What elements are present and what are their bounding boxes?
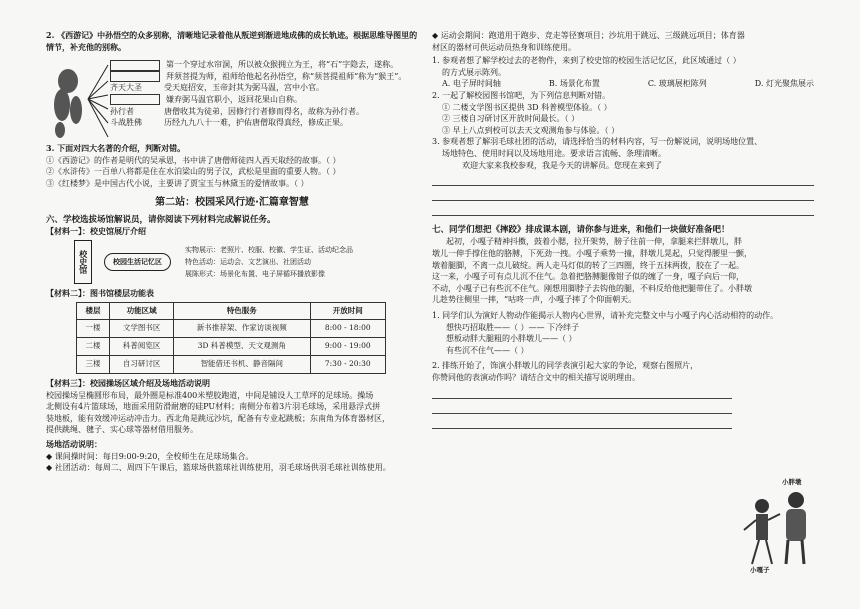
map-text: 第一个穿过水帘洞，所以被众猴拥立为王，将“石”字隐去，遂称。: [166, 60, 399, 70]
story-line: 墩儿一伸手撑住他的胳膊，下死劲一拽。小嘎子乘势一撞，胖墩儿晃起，只觉得腰里一颤，: [432, 249, 752, 259]
map-text: 拜须菩提为师，祖师给他起名孙悟空，称“须菩提祖师”称为“猴王”。: [166, 71, 407, 81]
question-1-cont: 的方式展示陈列。: [442, 67, 506, 77]
answer-line[interactable]: [432, 401, 732, 414]
option-d[interactable]: D. 灯光聚焦展示: [754, 79, 814, 89]
table-cell: 一楼: [77, 320, 110, 338]
map-label: 齐天大圣: [110, 83, 142, 93]
table-header: 特色服务: [174, 302, 310, 320]
table-header: 开放时间: [310, 302, 385, 320]
table-cell: 科普阅览区: [110, 338, 174, 356]
fill-line[interactable]: 有些沉不住气——（ ）: [446, 345, 529, 355]
q3-item: ①《西游记》的作者是明代的吴承恩，书中讲了唐僧师徒四人西天取经的故事。（ ）: [46, 155, 341, 165]
paragraph-line: 校园操场呈椭圆形布局，最外圈是标准400米塑胶跑道，中间是铺设人工草坪的足球场。操场: [46, 390, 374, 400]
story-line: 起初，小嘎子精神抖擞，鼓着小腮，拉开架势，膀子往前一伸，拿腿来拦胖墩儿，胖: [446, 237, 742, 247]
map-label: 孙行者: [110, 106, 134, 116]
right-column: [432, 30, 814, 574]
question-7-title: 七、同学们想把《摔跤》排成课本剧，请你参与进来，和他们一块做好准备吧！: [432, 225, 730, 236]
paragraph-line: 材区的器材可供运动员热身和训练使用。: [432, 42, 576, 52]
table-cell: 9:00 - 19:00: [310, 338, 385, 356]
table-cell: 自习研讨区: [110, 356, 174, 374]
map-text: 历经九九八十一难，护佑唐僧取得真经，修成正果。: [164, 118, 348, 128]
branches: [185, 243, 353, 281]
table-row: [77, 356, 386, 374]
table-cell: 智能借还书机、静音隔间: [174, 356, 310, 374]
activity-item: ◆ 课间操时间：每日9:00-9:20，全校师生在足球场集合。: [46, 451, 254, 461]
table-header: 楼层: [77, 302, 110, 320]
option-a[interactable]: A. 电子屏时间轴: [442, 79, 501, 89]
table-cell: 二楼: [77, 338, 110, 356]
q3-item: ③《红楼梦》是中国古代小说，主要讲了贾宝玉与林黛玉的爱情故事。（ ）: [46, 178, 309, 188]
table-cell: 三楼: [77, 356, 110, 374]
museum-box: 校史馆: [74, 240, 92, 284]
option-b[interactable]: B. 场景化布置: [548, 79, 600, 89]
wrestling-figure: [742, 476, 814, 576]
museum-diagram: [74, 240, 418, 284]
story-line: 不动，小嘎子已有些沉不住气。刚想用脚脖子去钩他的腿，不料反给他把腿带住了。小胖墩: [432, 283, 752, 293]
question-3: 3. 参观者想了解羽毛球社团的活动，请选择恰当的材料内容，写一份解说词，说明场地位置、: [432, 137, 763, 147]
activity-title: 场地活动说明：: [46, 439, 102, 450]
fill-line[interactable]: 想快巧招取胜——（ ）—— 下冷绊子: [446, 322, 580, 332]
table-header-row: [77, 302, 386, 320]
paragraph-line: 北侧设有4片篮球场，地面采用防滑耐磨的硅PU材料；南侧分布着3片羽毛球场，采用悬浮式拼: [46, 402, 381, 412]
table-header: 功能区域: [110, 302, 174, 320]
table-cell: 新书推荐架、作家访谈视频: [174, 320, 310, 338]
material-1-title: 【材料一】：校史馆展厅介绍: [46, 227, 146, 237]
branch-item: 特色活动：运动会、文艺演出、社团活动: [185, 257, 311, 266]
library-table: [76, 302, 386, 375]
answer-line[interactable]: [432, 386, 732, 399]
question-3-cont: 场地特色、使用时间以及场地用途。要求语言流畅、条理清晰。: [442, 148, 666, 158]
branch-item: 展陈形式：场景化布置、电子屏循环播放影像: [185, 270, 325, 279]
part-2-cont: 你赞同他的表演动作吗？请结合文中的相关描写说明理由。: [432, 372, 640, 382]
paragraph-line: ◆ 运动会期间：跑道用于跑步、竞走等径赛项目；沙坑用于跳远、三级跳远项目；体育器: [432, 31, 745, 40]
q2-item: ① 二楼文学图书区提供 3D 科普模型体验。（ ）: [442, 102, 612, 112]
story-line: 这一来，小嘎子可有点儿沉不住气。急着把胳膊腿像钳子似的缠了一身，嘎子向后一仰，: [432, 272, 744, 282]
mind-map: [46, 55, 418, 143]
material-3-title: 【材料三】：校园操场区域介绍及场地活动说明: [46, 379, 210, 389]
part-2: 2. 排练开始了，饰演小胖墩儿的同学表演引起大家的争论，观察右图照片，: [432, 361, 699, 371]
table-row: [77, 338, 386, 356]
map-label: 斗战胜佛: [110, 118, 142, 128]
figure-label-small: 小嘎子: [750, 566, 770, 574]
table-cell: 文学图书区: [110, 320, 174, 338]
material-2-title: 【材料二】：图书馆楼层功能表: [46, 288, 154, 298]
map-text: 唐僧收其为徒弟，因修行行者修而得名，故称为孙行者。: [164, 106, 364, 116]
map-text: 嫌弃弼马温官职小，返回花果山自称。: [166, 94, 302, 104]
story-line: 儿趁势往侧里一摔，“咕咚一声，小嘎子摔了个仰面朝天。: [432, 295, 637, 305]
answer-line[interactable]: [432, 188, 814, 201]
q2-item: ② 三楼自习研讨区开放时间最长。（ ）: [442, 114, 580, 124]
answer-line[interactable]: [432, 203, 814, 216]
activity-item: ◆ 社团活动：每周二、周四下午课后，篮球场供篮球社训练使用，羽毛球场供羽毛球社训练使用。: [46, 463, 391, 473]
map-text: 受天庭招安，玉帝封其为弼马温，宫中小官。: [164, 83, 324, 93]
answer-start: 欢迎大家来我校参观，我是今天的讲解员。您现在来到了: [462, 160, 662, 170]
answer-box[interactable]: [110, 60, 160, 71]
answer-line[interactable]: [432, 173, 814, 186]
question-6-title: 六、学校选拔场馆解说员，请你阅读下列材料完成解说任务。: [46, 215, 276, 226]
table-cell: 8:00 - 18:00: [310, 320, 385, 338]
q1-options: [432, 78, 814, 90]
q3-item: ②《水浒传》一百单八将都是住在水泊梁山的男子汉，武松是里面的重要人物。（ ）: [46, 167, 341, 177]
part-1: 1. 同学们认为演好人物动作能揭示人物内心世界，请补充完整文中与小嘎子内心活动相符的动作。: [432, 311, 779, 320]
branch-item: 实物展示：老照片、校服、校徽、学生证、活动纪念品: [185, 245, 353, 254]
paragraph-line: 装地板，能有效缓冲运动冲击力。西北角是跳远沙坑，配备有专业起跳板；东南角为体育器材区，: [46, 413, 390, 423]
memory-zone: 校园生活记忆区: [104, 253, 171, 271]
table-cell: 7:30 - 20:30: [310, 356, 385, 374]
answer-box[interactable]: [110, 94, 160, 105]
table-row: [77, 320, 386, 338]
figure-label-big: 小胖墩: [782, 478, 802, 486]
story-line: 墩着腿脚，不离一点儿破绽。两人走马灯似的转了三四圈，终于五抹两拨，胶在了一起。: [432, 260, 744, 270]
fill-line[interactable]: 想板动胖大腿粗的小胖墩儿——（ ）: [446, 334, 577, 344]
wrestling-illustration: [742, 476, 814, 576]
option-c[interactable]: C. 玻璃展柜陈列: [647, 79, 707, 89]
section-title: 第二站：校园采风行迹·汇篇章智慧: [155, 196, 309, 208]
question-2-title: 2. 《西游记》中孙悟空的众多别称，清晰地记录着他从叛逆到渐进地成佛的成长轨迹。根据思维导图里的情节，补充他的别称。: [46, 30, 418, 52]
question-1: 1. 参观者想了解学校过去的老物件，来到了校史馆的校园生活记忆区，此区域通过（ ）: [432, 56, 741, 66]
answer-box[interactable]: [110, 71, 160, 82]
paragraph-line: 提供跳绳、毽子、实心球等器材借用服务。: [46, 425, 198, 435]
q2-item: ③ 早上八点到校可以去天文观测角参与体验。（ ）: [442, 125, 620, 135]
question-2: 2. 一起了解校园图书馆吧，为下列信息判断对错。: [432, 90, 611, 100]
answer-line[interactable]: [432, 416, 732, 429]
table-cell: 3D 科普模型、天文观测角: [174, 338, 310, 356]
question-3-title: 3. 下面对四大名著的介绍，判断对错。: [46, 143, 186, 154]
left-column: [46, 30, 418, 474]
